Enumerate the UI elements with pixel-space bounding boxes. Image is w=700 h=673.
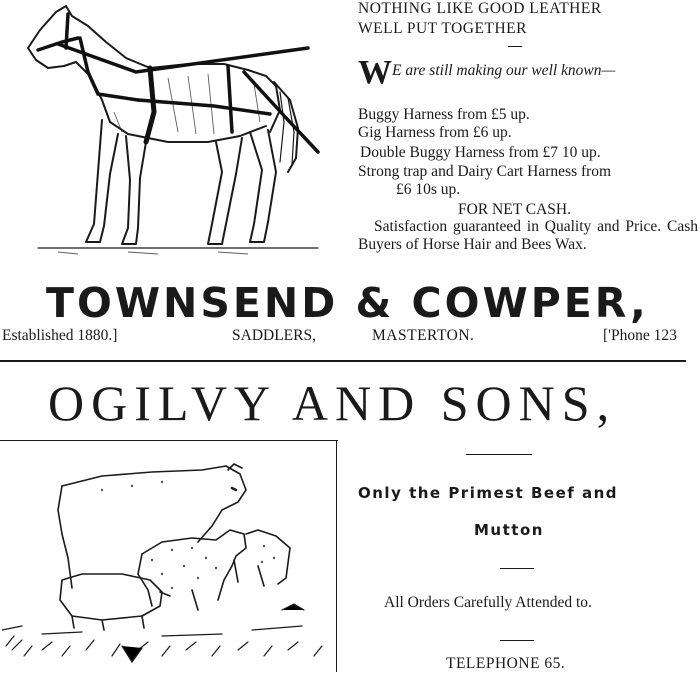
ornamental-rule-top [466, 454, 532, 455]
section-divider [0, 360, 686, 362]
product-gig-harness: Gig Harness from £6 up. [358, 124, 512, 141]
tagline-line-2: Mutton [474, 521, 544, 539]
phone-number: ['Phone 123 [603, 327, 677, 344]
town-label: MASTERTON. [372, 327, 475, 344]
established-year: Established 1880.] [2, 327, 118, 344]
headline-line-2: WELL PUT TOGETHER [358, 20, 527, 37]
product-buggy-harness: Buggy Harness from £5 up. [358, 106, 530, 123]
ornamental-rule-middle [500, 568, 534, 569]
drop-cap: W [358, 54, 392, 91]
headline-rule [508, 46, 522, 47]
company-name: TOWNSEND & COWPER, [46, 279, 649, 327]
ornamental-rule-bottom [500, 640, 534, 641]
ogilvy-title: OGILVY AND SONS, [48, 375, 617, 431]
satisfaction-paragraph: Satisfaction guaranteed in Quality and Price. Cash Buyers of Horse Hair and Bees Wax. [358, 218, 698, 253]
horse-in-harness-illustration [18, 2, 324, 260]
ogilvy-telephone: TELEPHONE 65. [446, 655, 566, 672]
tagline-line-1: Only the Primest Beef and [358, 484, 619, 502]
headline-line-1: NOTHING LIKE GOOD LEATHER [358, 0, 602, 17]
terms-net-cash: FOR NET CASH. [458, 201, 571, 218]
product-double-buggy-harness: Double Buggy Harness from £7 10 up. [360, 144, 601, 161]
illustration-box-top-rule [0, 440, 338, 441]
intro-text: E are still making our well known— [392, 62, 616, 79]
cattle-sheep-pig-illustration [2, 450, 332, 668]
product-strong-trap-price: £6 10s up. [396, 181, 461, 198]
orders-notice: All Orders Carefully Attended to. [384, 594, 592, 611]
illustration-box-side-rule [336, 440, 337, 672]
trade-label: SADDLERS, [232, 327, 316, 344]
product-strong-trap-harness: Strong trap and Dairy Cart Harness from [358, 163, 612, 180]
